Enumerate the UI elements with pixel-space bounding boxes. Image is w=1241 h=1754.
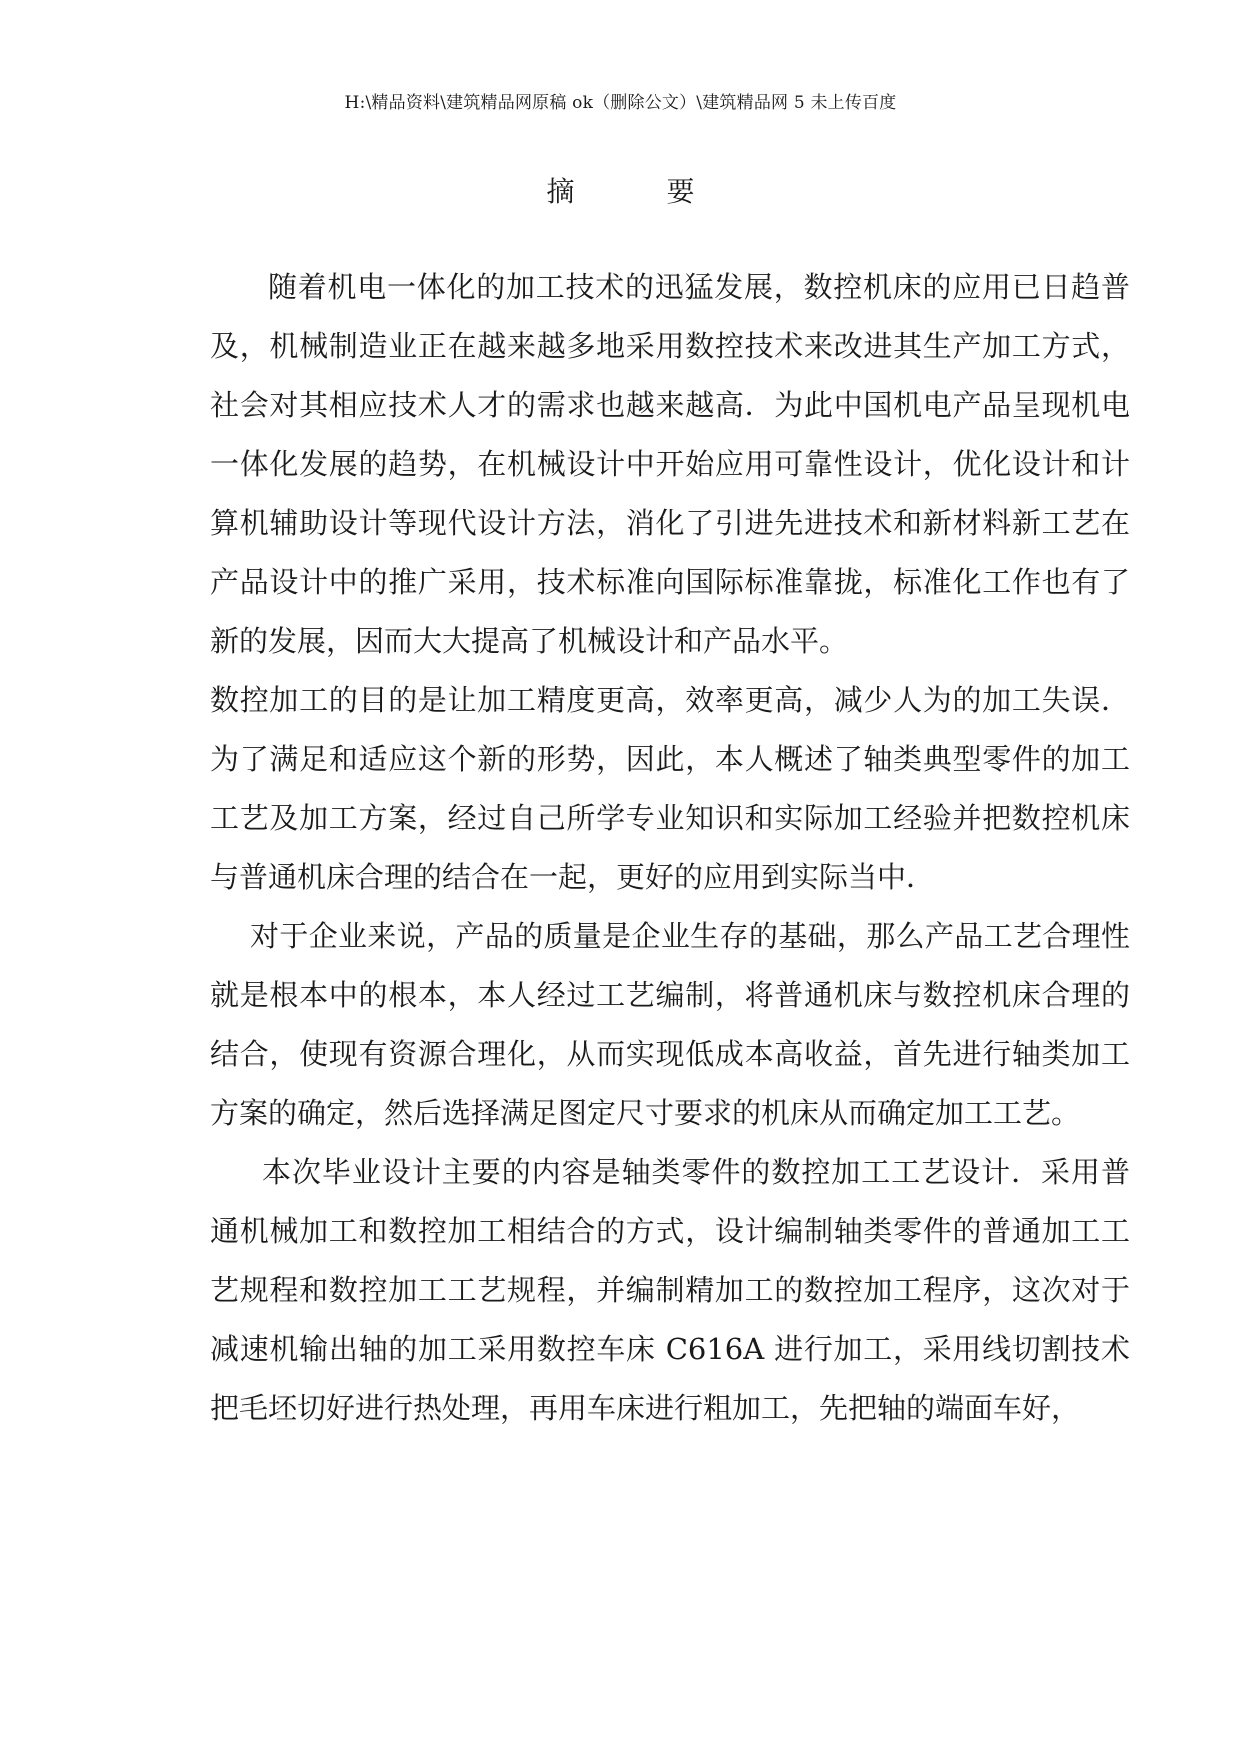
file-path-header: H:\精品资料\建筑精品网原稿 ok（删除公文）\建筑精品网 5 未上传百度 bbox=[344, 93, 897, 113]
paragraph-3: 对于企业来说，产品的质量是企业生存的基础，那么产品工艺合理性就是根本中的根本，本人经过工艺编制，将普通机床与数控机床合理的结合，使现有资源合理化，从而实现低成本高收益，首先进行轴类加工方案的确定，然后选择满足图定尺寸要求的机床从而确定加工工艺。 bbox=[210, 919, 1130, 1130]
abstract-body bbox=[210, 258, 1130, 1438]
title-char-1: 摘 bbox=[546, 175, 575, 208]
paragraph-2: 数控加工的目的是让加工精度更高，效率更高，减少人为的加工失误．为了满足和适应这个新的形势，因此，本人概述了轴类典型零件的加工工艺及加工方案，经过自己所学专业知识和实际加工经验并把数控机床与普通机床合理的结合在一起，更好的应用到实际当中． bbox=[210, 683, 1130, 894]
paragraph-1: 随着机电一体化的加工技术的迅猛发展，数控机床的应用已日趋普及，机械制造业正在越来越多地采用数控技术来改进其生产加工方式，社会对其相应技术人才的需求也越来越高．为此中国机电产品呈现机电一体化发展的趋势，在机械设计中开始应用可靠性设计，优化设计和计算机辅助设计等现代设计方法，消化了引进先进技术和新材料新工艺在产品设计中的推广采用，技术标准向国际标准靠拢，标准化工作也有了新的发展，因而大大提高了机械设计和产品水平。 bbox=[210, 270, 1130, 658]
page-title bbox=[0, 170, 1241, 210]
paragraph-4: 本次毕业设计主要的内容是轴类零件的数控加工工艺设计．采用普通机械加工和数控加工相结合的方式，设计编制轴类零件的普通加工工艺规程和数控加工工艺规程，并编制精加工的数控加工程序，这次对于减速机输出轴的加工采用数控车床 C616A 进行加工，采用线切割技术把毛坯切好进行热处理，再用车床进行粗加工，先把轴的端面车好， bbox=[210, 1155, 1130, 1425]
title-char-2: 要 bbox=[666, 175, 695, 208]
